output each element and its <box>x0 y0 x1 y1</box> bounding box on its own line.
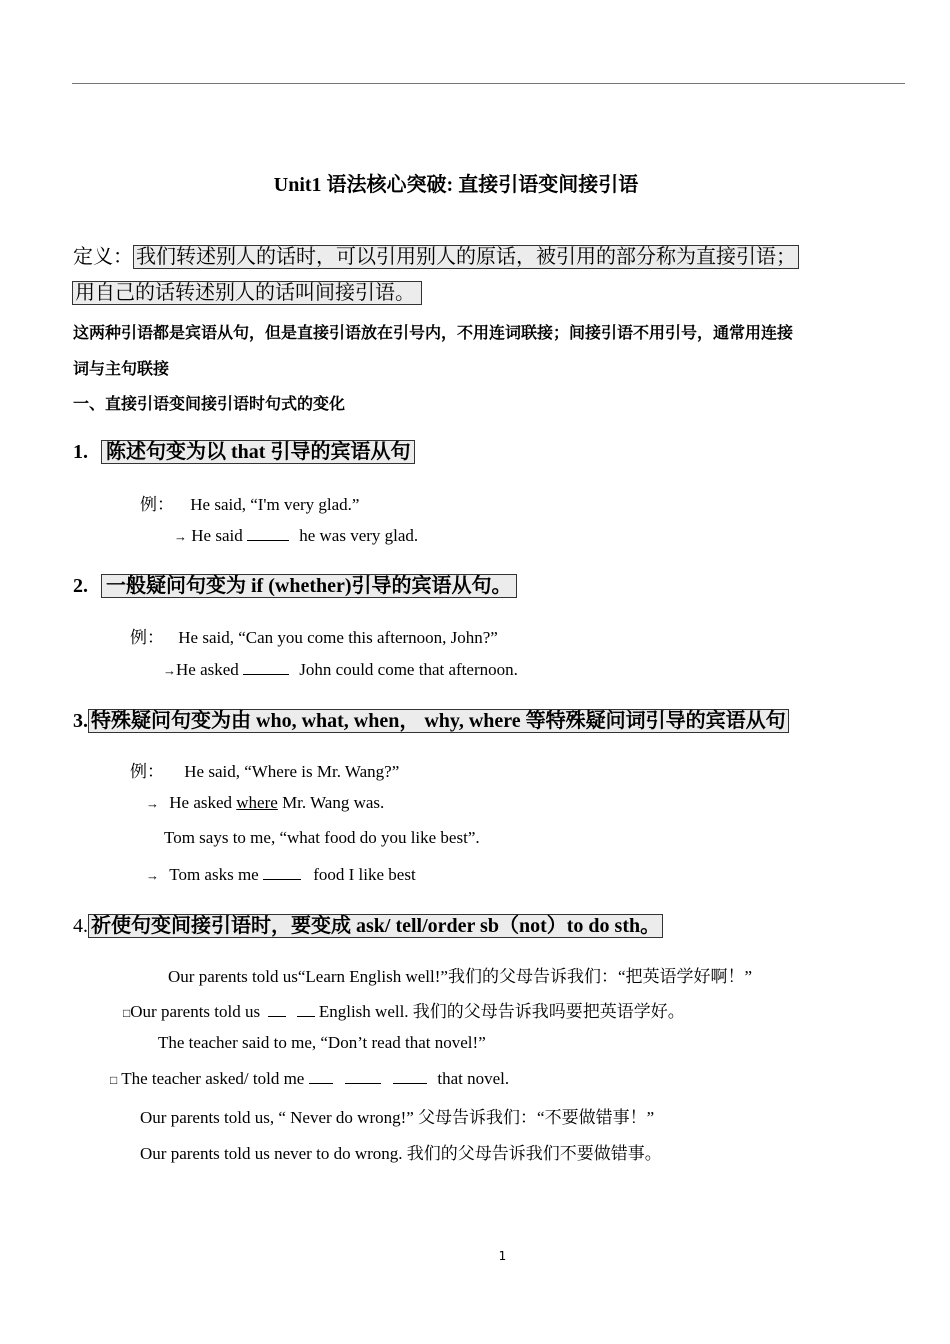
rule-4-example-1: Our parents told us“Learn English well!”我们的父母告诉我们：“把英语学好啊！” <box>168 967 753 986</box>
answer-end: John could come that afternoon. <box>299 660 518 679</box>
rule-3-text: 特殊疑问句变为由 who, what, when， why, where 等特殊疑问词引导的宾语从句 <box>88 709 789 733</box>
arrow-icon: → <box>146 796 159 811</box>
rule-2-example <box>130 623 498 648</box>
rule-4-heading <box>73 909 663 938</box>
rule-4-answer-3: Our parents told us never to do wrong. 我们的父母告诉我们不要做错事。 <box>140 1144 662 1163</box>
answer-blank-1[interactable] <box>309 1068 333 1084</box>
answer-start: The teacher asked/ told me <box>121 1069 305 1088</box>
rule-3-example-2: Tom says to me, “what food do you like best”. <box>164 828 480 847</box>
arrow-icon: → <box>146 868 159 883</box>
rule-4-example-2: The teacher said to me, “Don’t read that novel!” <box>158 1033 486 1052</box>
definition-text-2: 用自己的话转述别人的话叫间接引语。 <box>72 281 422 305</box>
answer-end: he was very glad. <box>299 526 419 545</box>
rule-1-text: 陈述句变为以 that 引导的宾语从句 <box>101 440 415 464</box>
definition-label: 定义： <box>73 246 133 268</box>
answer-end: food I like best <box>313 865 416 884</box>
answer-start: He asked <box>176 660 239 679</box>
rule-2-heading <box>73 569 517 598</box>
rule-4-answer-2 <box>110 1068 509 1089</box>
rule-2-text: 一般疑问句变为 if (whether)引导的宾语从句。 <box>101 574 517 598</box>
answer-underlined-word: where <box>236 793 278 812</box>
rule-4-example-3: Our parents told us, “ Never do wrong!” 父母告诉我们：“不要做错事！” <box>140 1108 655 1127</box>
answer-blank-2[interactable] <box>297 1001 315 1017</box>
rule-4-answer-1 <box>123 997 685 1022</box>
arrow-icon: → <box>163 663 176 678</box>
definition-line-2 <box>72 280 422 306</box>
section-heading: 一、直接引语变间接引语时句式的变化 <box>73 394 346 413</box>
example-sentence: He said, “I'm very glad.” <box>190 495 360 514</box>
example-label: 例： <box>130 762 164 781</box>
example-label: 例： <box>140 495 174 514</box>
example-sentence: He said, “Where is Mr. Wang?” <box>184 762 400 781</box>
page-number: 1 <box>498 1249 507 1263</box>
answer-blank-2[interactable] <box>345 1068 381 1084</box>
note-line-2: 词与主句联接 <box>73 359 170 378</box>
arrow-icon: → <box>174 529 187 544</box>
rule-1-answer <box>174 525 418 546</box>
definition-line-1 <box>73 244 799 270</box>
rule-1-number: 1. <box>73 441 88 463</box>
rule-3-number: 3. <box>73 710 88 732</box>
rule-1-example <box>140 490 359 515</box>
answer-end: Mr. Wang was. <box>282 793 385 812</box>
answer-start: He said <box>191 526 243 545</box>
answer-blank-3[interactable] <box>393 1068 427 1084</box>
box-marker-icon: □ <box>123 1006 131 1020</box>
rule-3-answer-2 <box>146 864 416 885</box>
rule-3-example <box>130 757 399 782</box>
header-rule <box>72 83 905 84</box>
rule-2-number: 2. <box>73 575 88 597</box>
definition-text-1: 我们转述别人的话时，可以引用别人的原话，被引用的部分称为直接引语； <box>133 245 799 269</box>
box-marker-icon: □ <box>110 1073 118 1087</box>
answer-end: that novel. <box>437 1069 510 1088</box>
answer-start: Our parents told us <box>130 1002 261 1021</box>
answer-start: He asked <box>169 793 233 812</box>
answer-blank[interactable] <box>243 659 289 675</box>
answer-blank[interactable] <box>263 864 301 880</box>
rule-3-answer <box>146 793 384 813</box>
example-label: 例： <box>130 628 164 647</box>
answer-blank-1[interactable] <box>268 1001 286 1017</box>
rule-2-answer <box>163 659 518 680</box>
note-line-1: 这两种引语都是宾语从句，但是直接引语放在引号内，不用连词联接；间接引语不用引号，通常用连接 <box>73 323 794 342</box>
answer-start: Tom asks me <box>169 865 259 884</box>
answer-end: English well. 我们的父母告诉我吗要把英语学好。 <box>318 1002 685 1021</box>
page-title: Unit1 语法核心突破: 直接引语变间接引语 <box>273 174 639 196</box>
rule-4-number: 4. <box>73 915 88 937</box>
rule-1-heading <box>73 435 415 464</box>
rule-3-heading <box>73 704 789 733</box>
example-sentence: He said, “Can you come this afternoon, John?” <box>178 628 498 647</box>
answer-blank[interactable] <box>247 525 289 541</box>
rule-4-text: 祈使句变间接引语时，要变成 ask/ tell/order sb（not）to do sth。 <box>88 914 663 938</box>
